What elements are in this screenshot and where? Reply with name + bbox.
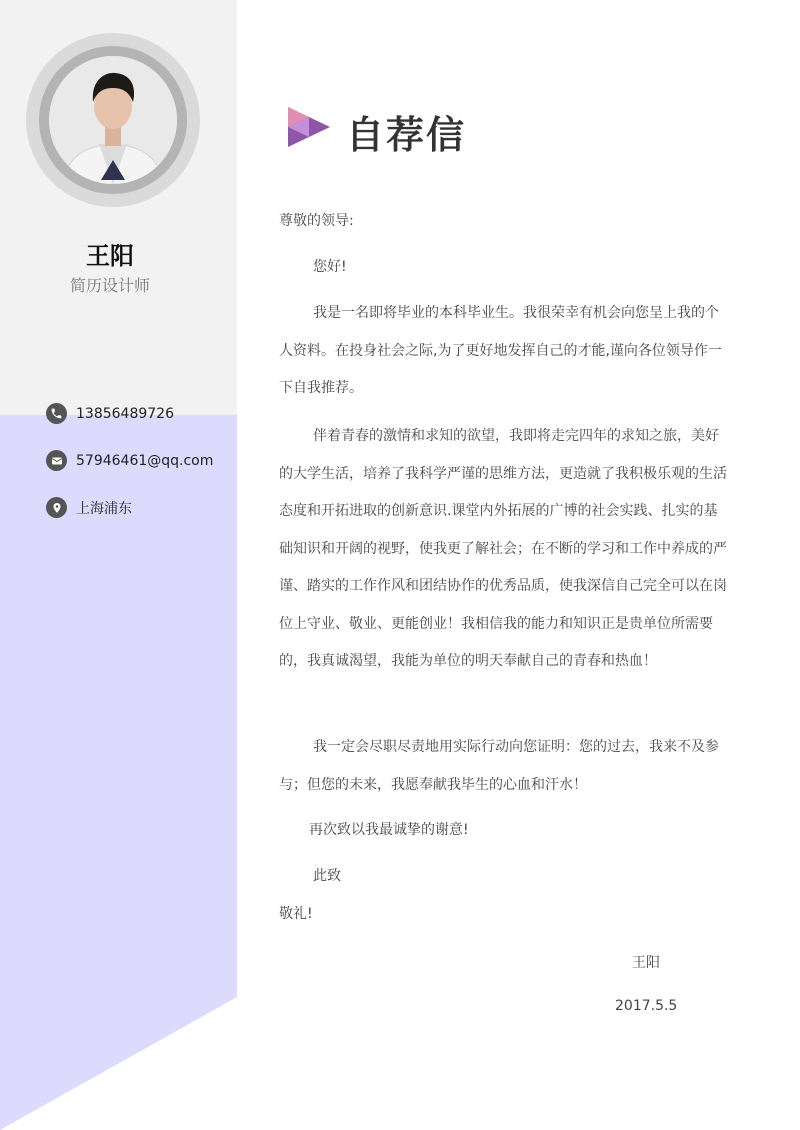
letter-paragraph-2: 伴着青春的激情和求知的欲望，我即将走完四年的求知之旅，美好的大学生活，培养了我科学严谨的思维方法，更造就了我积极乐观的生活态度和开拓进取的创新意识.课堂内外拓展的广博的社会实践、扎实的基础知识和开阔的视野，使我更了解社会；在不断的学习和工作中养成的严谨、踏实的工作作风和团结协作的优秀品质，使我深信自己完全可以在岗位上守业、敬业、更能创业！我相信我的能力和知识正是贵单位所需要的，我真诚渴望，我能为单位的明天奉献自己的青春和热血！ bbox=[279, 428, 727, 669]
contact-phone bbox=[46, 403, 174, 424]
signature-date: 2017.5.5 bbox=[615, 998, 678, 1014]
greeting: 您好! bbox=[313, 259, 347, 275]
mail-icon bbox=[46, 450, 67, 471]
profile-name: 王阳 bbox=[86, 242, 134, 270]
phone-icon bbox=[46, 403, 67, 424]
triangle-logo-icon bbox=[288, 107, 332, 147]
sidebar-contact-panel bbox=[0, 415, 237, 1130]
contact-location-text: 上海浦东 bbox=[76, 500, 132, 517]
letter-paragraph-3: 我一定会尽职尽责地用实际行动向您证明：您的过去，我来不及参与；但您的未来，我愿奉献我毕生的心血和汗水！ bbox=[279, 739, 719, 793]
contact-location bbox=[46, 497, 132, 518]
contact-email bbox=[46, 450, 213, 471]
closing-line-1: 此致 bbox=[313, 868, 341, 884]
closing-line-2: 敬礼! bbox=[279, 906, 313, 922]
sidebar-accent-shape bbox=[0, 415, 237, 1130]
avatar-portrait-image bbox=[49, 56, 177, 184]
signature-name: 王阳 bbox=[632, 955, 660, 971]
letter-paragraph-1: 我是一名即将毕业的本科毕业生。我很荣幸有机会向您呈上我的个人资料。在投身社会之际,为了更好地发挥自己的才能,谨向各位领导作一下自我推荐。 bbox=[279, 305, 722, 396]
thanks-line: 再次致以我最诚挚的谢意! bbox=[309, 822, 469, 838]
avatar bbox=[49, 56, 177, 184]
contact-email-text: 57946461@qq.com bbox=[76, 452, 214, 469]
contact-phone-text: 13856489726 bbox=[76, 405, 174, 422]
salutation: 尊敬的领导: bbox=[279, 213, 354, 229]
page-title: 自荐信 bbox=[346, 113, 467, 157]
profile-job-title: 简历设计师 bbox=[69, 276, 150, 295]
map-pin-icon bbox=[46, 497, 67, 518]
